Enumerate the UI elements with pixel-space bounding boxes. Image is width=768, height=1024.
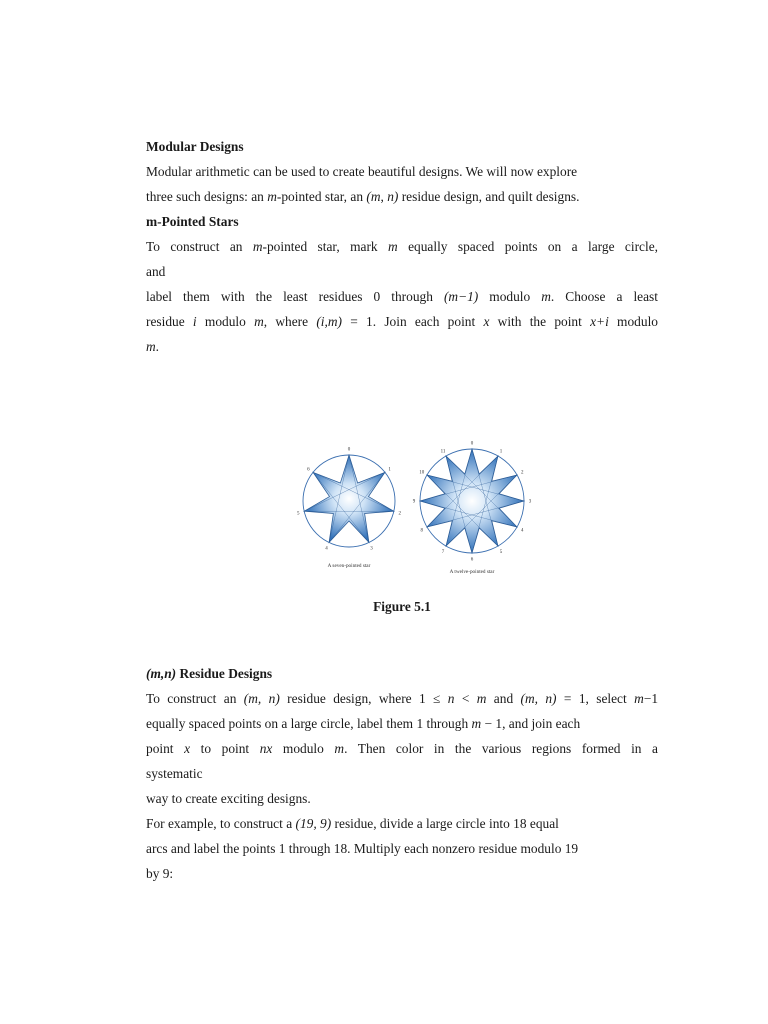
- star-figures: [146, 406, 658, 596]
- twelve-star-label: 9: [412, 499, 416, 505]
- document-page: [146, 134, 658, 886]
- residue-line-6: For example, to construct a (19, 9) residue, divide a large circle into 18 equal: [146, 816, 559, 831]
- seven-star-label: 3: [370, 546, 373, 552]
- seven-star-subcaption: A seven-pointed star: [327, 563, 371, 569]
- residue-line-5: way to create exciting designs.: [146, 791, 311, 806]
- twelve-star-subcaption: A twelve-pointed star: [449, 569, 495, 575]
- twelve-star-shape: [420, 449, 524, 553]
- twelve-star-label: 11: [440, 449, 446, 455]
- twelve-pointed-star: [413, 442, 532, 575]
- residue-line-7: arcs and label the points 1 through 18. Multiply each nonzero residue modulo 19: [146, 841, 579, 856]
- twelve-star-label: 6: [470, 557, 474, 563]
- stars-line-4: residue i modulo m, where (i,m) = 1. Join each point x with the point x+i modulo: [146, 314, 658, 329]
- residue-line-2: equally spaced points on a large circle, label them 1 through m − 1, and join each: [146, 716, 581, 731]
- twelve-star-label: 7: [441, 549, 445, 555]
- twelve-star-label: 2: [520, 470, 524, 476]
- figure-5-1: [146, 406, 658, 624]
- twelve-star-label: 8: [420, 528, 424, 534]
- stars-line-1: To construct an m-pointed star, mark m equally spaced points on a large circle,: [146, 239, 658, 254]
- seven-pointed-star: [297, 448, 401, 569]
- seven-star-label: 4: [325, 546, 328, 552]
- twelve-star-label: 3: [528, 499, 532, 505]
- twelve-star-label: 1: [499, 449, 503, 455]
- residue-line-1: To construct an (m, n) residue design, where 1 ≤ n < m and (m, n) = 1, select m−1: [146, 691, 659, 706]
- section-title-modular-designs: Modular Designs: [146, 139, 244, 154]
- residue-line-4: systematic: [146, 766, 203, 781]
- section-title-m-pointed-stars: m-Pointed Stars: [146, 214, 239, 229]
- residue-line-3: point x to point nx modulo m. Then color in the various regions formed in a: [146, 741, 658, 756]
- seven-star-shape: [304, 455, 394, 542]
- seven-star-label: 5: [297, 511, 300, 517]
- seven-star-label: 2: [398, 511, 401, 517]
- stars-line-5: m.: [146, 339, 160, 354]
- twelve-star-label: 0: [470, 441, 474, 447]
- intro-line-2: three such designs: an m-pointed star, an (m, n) residue design, and quilt designs.: [146, 189, 580, 204]
- intro-line-1: Modular arithmetic can be used to create beautiful designs. We will now explore: [146, 164, 578, 179]
- twelve-star-label: 5: [499, 549, 503, 555]
- twelve-star-label: 4: [520, 528, 524, 534]
- seven-star-label: 0: [347, 447, 351, 453]
- stars-line-3: label them with the least residues 0 through (m−1) modulo m. Choose a least: [146, 289, 658, 304]
- twelve-star-label: 10: [419, 470, 425, 476]
- figure-caption: Figure 5.1: [373, 599, 431, 614]
- stars-line-2: and: [146, 264, 166, 279]
- seven-star-label: 1: [388, 467, 391, 473]
- seven-star-label: 6: [307, 467, 310, 473]
- section-title-residue-designs: (m,n) Residue Designs: [146, 666, 273, 681]
- residue-line-8: by 9:: [146, 866, 174, 881]
